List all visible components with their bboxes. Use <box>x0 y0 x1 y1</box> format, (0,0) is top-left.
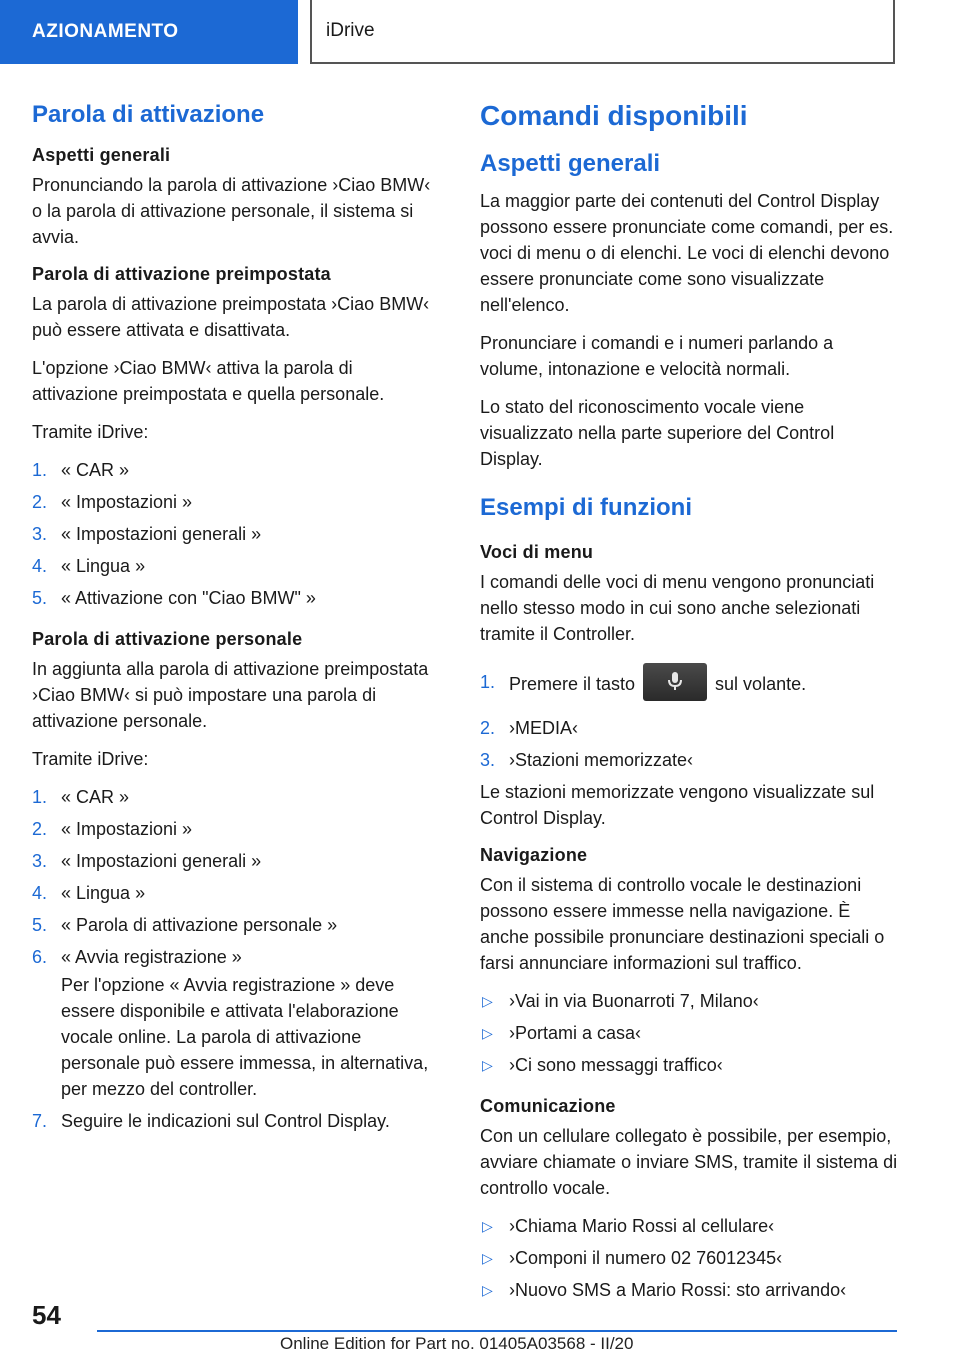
step-text: ›Stazioni memorizzate‹ <box>509 750 694 770</box>
list-item <box>32 585 442 611</box>
page-header <box>0 0 960 66</box>
triangle-bullet-icon: ▷ <box>482 1218 493 1234</box>
chapter-title: iDrive <box>310 0 895 64</box>
communication-examples-list <box>480 1213 900 1303</box>
example-text: ›Componi il numero 02 76012345‹ <box>509 1248 783 1268</box>
step-text: « Lingua » <box>61 556 146 576</box>
example-text: ›Nuovo SMS a Mario Rossi: sto arrivando‹ <box>509 1280 847 1300</box>
step-text: « Impostazioni generali » <box>61 851 262 871</box>
example-text: ›Ci sono messaggi traffico‹ <box>509 1055 723 1075</box>
footer-divider <box>97 1330 897 1332</box>
communication-text: Con un cellulare collegato è possibile, per esempio, avviare chiamate o inviare SMS, tramite il sistema di controllo vocale. <box>480 1126 898 1198</box>
preset-heading: Parola di attivazione preimpostata <box>32 264 331 284</box>
step-number: 6. <box>32 947 48 967</box>
step-number: 2. <box>32 819 48 839</box>
list-item <box>480 1052 900 1078</box>
step-number: 5. <box>32 588 48 608</box>
step-number: 5. <box>32 915 48 935</box>
menu-heading: Voci di menu <box>480 542 594 562</box>
preset-steps-list <box>32 457 442 611</box>
step-number: 1. <box>32 460 48 480</box>
preset-text-2: L'opzione ›Ciao BMW‹ attiva la parola di attivazione preimpostata e quella personale. <box>32 358 385 404</box>
step-number: 3. <box>32 851 48 871</box>
step-text: « CAR » <box>61 460 130 480</box>
navigation-heading: Navigazione <box>480 845 588 865</box>
list-item <box>32 553 442 579</box>
preset-text-1: La parola di attivazione preimpostata ›Ciao BMW‹ può essere attivata e disattivata. <box>32 294 430 340</box>
preset-text-3: Tramite iDrive: <box>32 422 149 442</box>
list-item <box>32 848 442 874</box>
list-item <box>32 784 442 810</box>
list-item <box>480 988 900 1014</box>
triangle-bullet-icon: ▷ <box>482 1282 493 1298</box>
commands-general-text-3: Lo stato del riconoscimento vocale viene visualizzato nella parte superiore del Control Display. <box>480 397 835 469</box>
list-item <box>32 1108 442 1134</box>
left-column <box>32 95 442 1152</box>
step-text: « CAR » <box>61 787 130 807</box>
step-text: ›MEDIA‹ <box>509 718 578 738</box>
step-number: 2. <box>480 718 496 738</box>
step-note: Per l'opzione « Avvia registrazione » deve essere disponibile e attivata l'elaborazione vocale online. La parola di attivazione personale può essere immessa, in alternativa, per mezzo del controller. <box>61 975 429 1099</box>
voice-button-image <box>643 663 707 701</box>
footer-edition: Online Edition for Part no. 01405A03568 - II/20 <box>280 1334 634 1353</box>
step-number: 3. <box>32 524 48 544</box>
step-text: « Impostazioni » <box>61 492 193 512</box>
list-item <box>32 816 442 842</box>
general-text: Pronunciando la parola di attivazione ›Ciao BMW‹ o la parola di attivazione personale, il sistema si avvia. <box>32 175 431 247</box>
list-item <box>32 457 442 483</box>
step-text: « Parola di attivazione personale » <box>61 915 338 935</box>
commands-general-text-1: La maggior parte dei contenuti del Control Display possono essere pronunciate come comandi, per es. voci di menu o di elenchi. Le voci di elenchi devono essere pronunciate come sono visualizzate nell'elenco. <box>480 191 894 315</box>
step-number: 4. <box>32 883 48 903</box>
navigation-examples-list <box>480 988 900 1078</box>
microphone-icon <box>665 671 685 693</box>
list-item <box>480 715 900 741</box>
menu-text: I comandi delle voci di menu vengono pronunciati nello stesso modo in cui sono anche selezionati tramite il Controller. <box>480 572 875 644</box>
personal-heading: Parola di attivazione personale <box>32 629 303 649</box>
triangle-bullet-icon: ▷ <box>482 1025 493 1041</box>
step-text: « Impostazioni » <box>61 819 193 839</box>
step-text: « Lingua » <box>61 883 146 903</box>
list-item <box>480 1213 900 1239</box>
list-item <box>32 912 442 938</box>
example-text: ›Chiama Mario Rossi al cellulare‹ <box>509 1216 775 1236</box>
step-text: « Attivazione con "Ciao BMW" » <box>61 588 316 608</box>
commands-general-heading: Aspetti generali <box>480 150 661 177</box>
list-item <box>480 669 900 701</box>
list-item <box>480 747 900 773</box>
commands-title: Comandi disponibili <box>480 100 748 131</box>
examples-heading: Esempi di funzioni <box>480 494 693 521</box>
step-number: 1. <box>480 672 496 692</box>
step-number: 4. <box>32 556 48 576</box>
step-number: 1. <box>32 787 48 807</box>
step-number: 3. <box>480 750 496 770</box>
step-body <box>61 944 442 1102</box>
list-item <box>480 1020 900 1046</box>
step-text: Seguire le indicazioni sul Control Display. <box>61 1111 390 1131</box>
step-number: 2. <box>32 492 48 512</box>
list-item <box>32 521 442 547</box>
wake-word-title: Parola di attivazione <box>32 101 265 128</box>
general-heading: Aspetti generali <box>32 145 171 165</box>
commands-general-text-2: Pronunciare i comandi e i numeri parlando a volume, intonazione e velocità normali. <box>480 333 834 379</box>
step-number: 7. <box>32 1111 48 1131</box>
example-text: ›Portami a casa‹ <box>509 1023 642 1043</box>
triangle-bullet-icon: ▷ <box>482 1250 493 1266</box>
right-column <box>480 95 900 1321</box>
section-tab: AZIONAMENTO <box>0 0 298 64</box>
list-item <box>480 1245 900 1271</box>
list-item <box>32 880 442 906</box>
step-text: Premere il tasto <box>509 673 636 694</box>
triangle-bullet-icon: ▷ <box>482 993 493 1009</box>
personal-steps-list <box>32 784 442 1134</box>
triangle-bullet-icon: ▷ <box>482 1057 493 1073</box>
navigation-text: Con il sistema di controllo vocale le destinazioni possono essere immesse nella navigazione. È anche possibile pronunciare destinazioni speciali o farsi annunciare informazioni sul traffico. <box>480 875 885 973</box>
menu-after-text: Le stazioni memorizzate vengono visualizzate sul Control Display. <box>480 782 875 828</box>
step-text-suffix: sul volante. <box>715 673 807 694</box>
communication-heading: Comunicazione <box>480 1096 616 1116</box>
step-body <box>509 669 900 701</box>
page-number: 54 <box>32 1300 61 1330</box>
step-text: « Impostazioni generali » <box>61 524 262 544</box>
personal-text-2: Tramite iDrive: <box>32 749 149 769</box>
list-item <box>480 1277 900 1303</box>
personal-text-1: In aggiunta alla parola di attivazione preimpostata ›Ciao BMW‹ si può impostare una parola di attivazione personale. <box>32 659 429 731</box>
list-item <box>32 489 442 515</box>
menu-steps-list <box>480 669 900 773</box>
example-text: ›Vai in via Buonarroti 7, Milano‹ <box>509 991 759 1011</box>
step-text: « Avvia registrazione » <box>61 947 242 967</box>
list-item <box>32 944 442 1102</box>
